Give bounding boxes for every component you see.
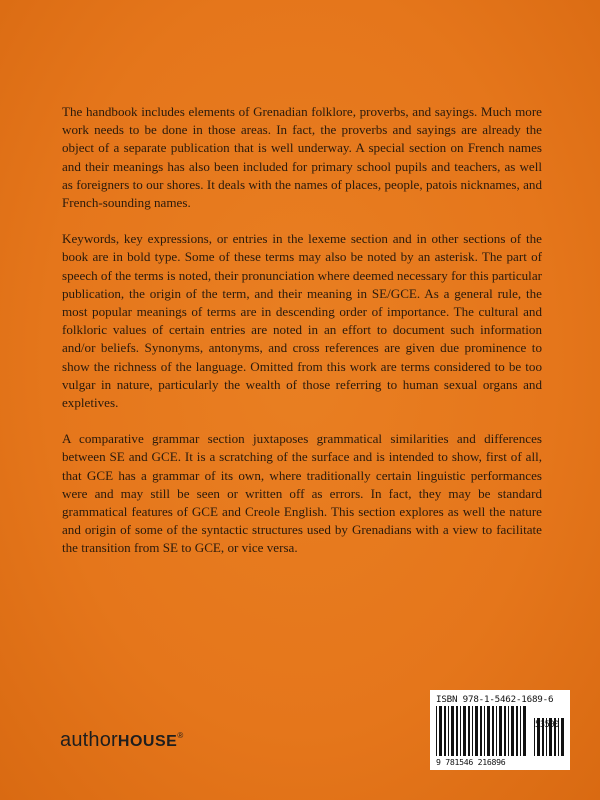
publisher-logo-part1: author (60, 729, 118, 751)
blurb-text (62, 103, 542, 576)
blurb-paragraph-3: A comparative grammar section juxtaposes grammatical similarities and differences between SE and GCE. It is a scratching of the surface and is intended to show, first of all, that GCE has a grammar of its own, where traditionally certain linguistic performances were and may still be seen or written off as errors. In fact, they may be standard grammatical features of GCE and Creole English. This section explores as well the nature and origin of some of the syntactic structures used by Grenadians with a view to facilitate the transition from SE to GCE, or vice versa. (62, 431, 542, 556)
blurb-paragraph-2: Keywords, key expressions, or entries in the lexeme section and in other sections of the book are in bold type. Some of these terms may also be noted by an asterisk. The part of speech of the terms is noted, their pronunciation where deemed necessary for this particular publication, the origin of the term, and their meaning in SE/GCE. As a general rule, the most popular meanings of terms are in descending order of importance. The cultural and folkloric values of certain entries are noted in an effort to document such information and/or beliefs. Synonyms, antonyms, and cross references are given due prominence to show the richness of the language. Omitted from this work are terms considered to be too vulgar in nature, particularly the wealth of those referring to human sexual organs and expletives. (62, 231, 542, 411)
blurb-paragraph-1: The handbook includes elements of Grenadian folklore, proverbs, and sayings. Much more work needs to be done in those areas. In fact, the proverbs and sayings are already the object of a separate publication that is well underway. A special section on French names and their meanings has also been included for primary school pupils and teachers, as well as foreigners to our shores. It deals with the names of places, people, patois nicknames, and French-sounding names. (62, 104, 542, 211)
isbn-barcode (430, 690, 570, 770)
ean-digits: 9 781546 216896 (436, 757, 506, 767)
registered-mark: ® (177, 731, 184, 740)
addon-barcode-bars (436, 706, 564, 756)
price-addon-digits: 53500 (535, 720, 560, 730)
barcode-bar (561, 718, 564, 756)
publisher-logo-part2: HOUSE (117, 733, 178, 750)
isbn-label: ISBN 978-1-5462-1689-6 (436, 694, 554, 705)
barcode-bars (436, 706, 564, 756)
publisher-logo (60, 729, 183, 752)
